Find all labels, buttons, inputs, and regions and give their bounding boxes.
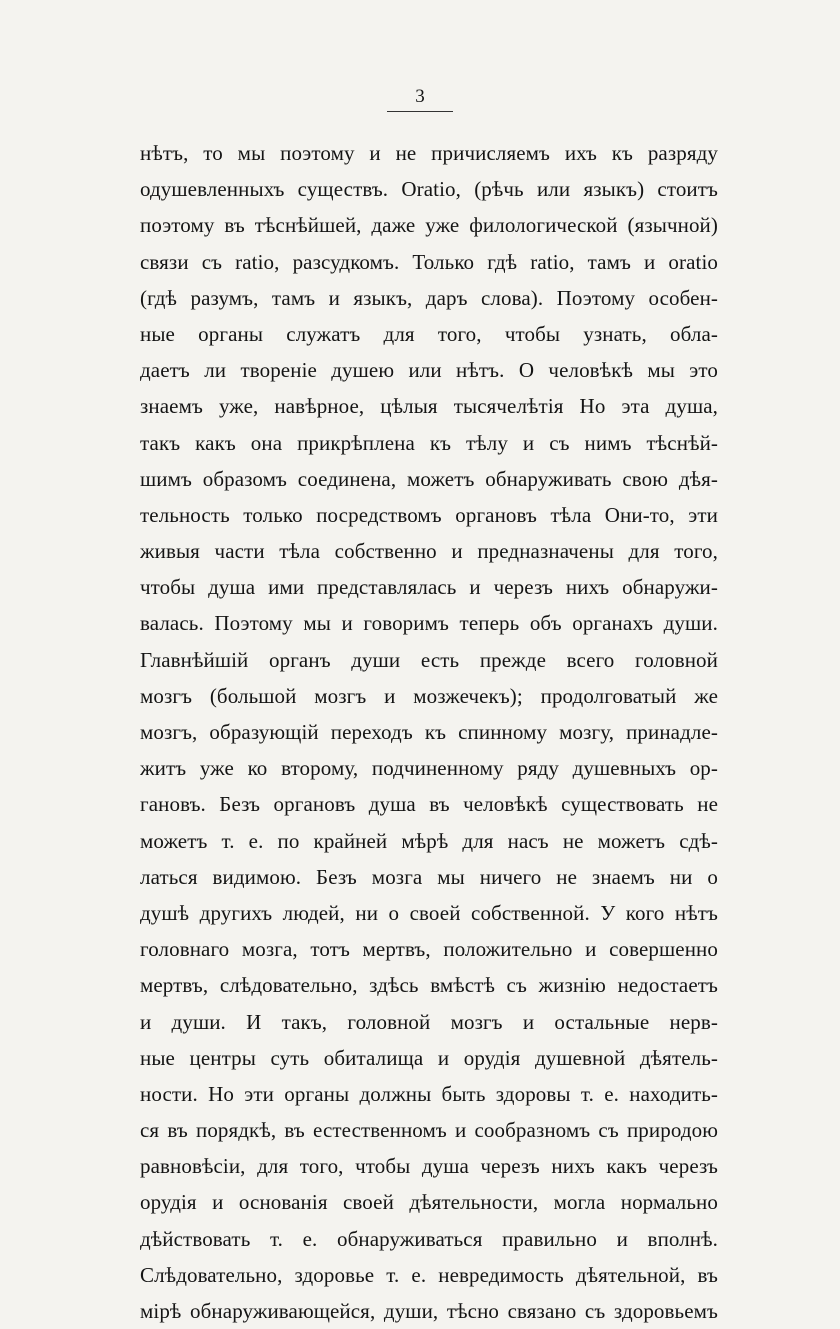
text-line: (гдѣ разумъ, тамъ и языкъ, даръ слова). Поэтому особен- (140, 285, 718, 310)
page-header (0, 86, 840, 112)
text-line: поэтому въ тѣснѣйшей, даже уже филологической (язычной) (140, 213, 718, 238)
text-line: нѣтъ, то мы поэтому и не причисляемъ ихъ къ разряду (140, 141, 718, 165)
text-line: ные органы служатъ для того, чтобы узнать, обла- (140, 321, 718, 346)
text-line: равновѣсіи, для того, чтобы душа черезъ нихъ какъ черезъ (140, 1154, 718, 1179)
text-line: орудія и основанія своей дѣятельности, могла нормально (140, 1190, 718, 1215)
text-line: даетъ ли твореніе душею или нѣтъ. О человѣкѣ мы это (140, 358, 718, 383)
text-line: мозгъ, образующій переходъ къ спинному мозгу, принадле- (140, 720, 718, 744)
text-line: шимъ образомъ соединена, можетъ обнаруживать свою дѣя- (140, 466, 718, 491)
text-line: гановъ. Безъ органовъ душа въ человѣкѣ существовать не (140, 792, 718, 817)
text-line: мірѣ обнаруживающейся, души, тѣсно связано съ здоровьемъ (140, 1299, 718, 1323)
text-line: ности. Но эти органы должны быть здоровы т. е. находить- (140, 1081, 718, 1106)
text-line: мертвъ, слѣдовательно, здѣсь вмѣстѣ съ жизнію недостаетъ (140, 973, 718, 998)
body-text (140, 135, 718, 1329)
text-line: живыя части тѣла собственно и предназначены для того, (140, 539, 718, 564)
text-line: и души. И такъ, головной мозгъ и остальные нерв- (140, 1009, 718, 1034)
text-line: Слѣдовательно, здоровье т. е. невредимость дѣятельной, въ (140, 1262, 718, 1287)
text-line: душѣ другихъ людей, ни о своей собственной. У кого нѣтъ (140, 900, 718, 925)
text-line: мозгъ (большой мозгъ и мозжечекъ); продолговатый же (140, 683, 718, 708)
text-line: дѣйствовать т. е. обнаруживаться правильно и вполнѣ. (140, 1226, 718, 1251)
text-line: житъ уже ко второму, подчиненному ряду душевныхъ ор- (140, 756, 718, 781)
page-number: 3 (387, 86, 453, 112)
text-line: Главнѣйшій органъ души есть прежде всего головной (140, 647, 718, 672)
text-line: можетъ т. е. по крайней мѣрѣ для насъ не можетъ сдѣ- (140, 828, 718, 853)
text-line: ные центры суть обиталища и орудія душевной дѣятель- (140, 1045, 718, 1070)
text-line: связи съ ratio, разсудкомъ. Только гдѣ ratio, тамъ и oratio (140, 249, 718, 274)
text-line: чтобы душа ими представлялась и черезъ нихъ обнаружи- (140, 575, 718, 600)
text-line: ся въ порядкѣ, въ естественномъ и сообразномъ съ природою (140, 1118, 718, 1143)
text-line: головнаго мозга, тотъ мертвъ, положительно и совершенно (140, 937, 718, 962)
text-line: знаемъ уже, навѣрное, цѣлыя тысячелѣтія Но эта душа, (140, 394, 718, 419)
text-line: латься видимою. Безъ мозга мы ничего не знаемъ ни о (140, 864, 718, 889)
text-line: одушевленныхъ существъ. Oratio, (рѣчь или языкъ) стоитъ (140, 177, 718, 202)
text-line: такъ какъ она прикрѣплена къ тѣлу и съ нимъ тѣснѣй- (140, 430, 718, 455)
text-line: тельность только посредствомъ органовъ тѣла Они-то, эти (140, 502, 718, 527)
text-line: валась. Поэтому мы и говоримъ теперь объ органахъ души. (140, 611, 718, 636)
